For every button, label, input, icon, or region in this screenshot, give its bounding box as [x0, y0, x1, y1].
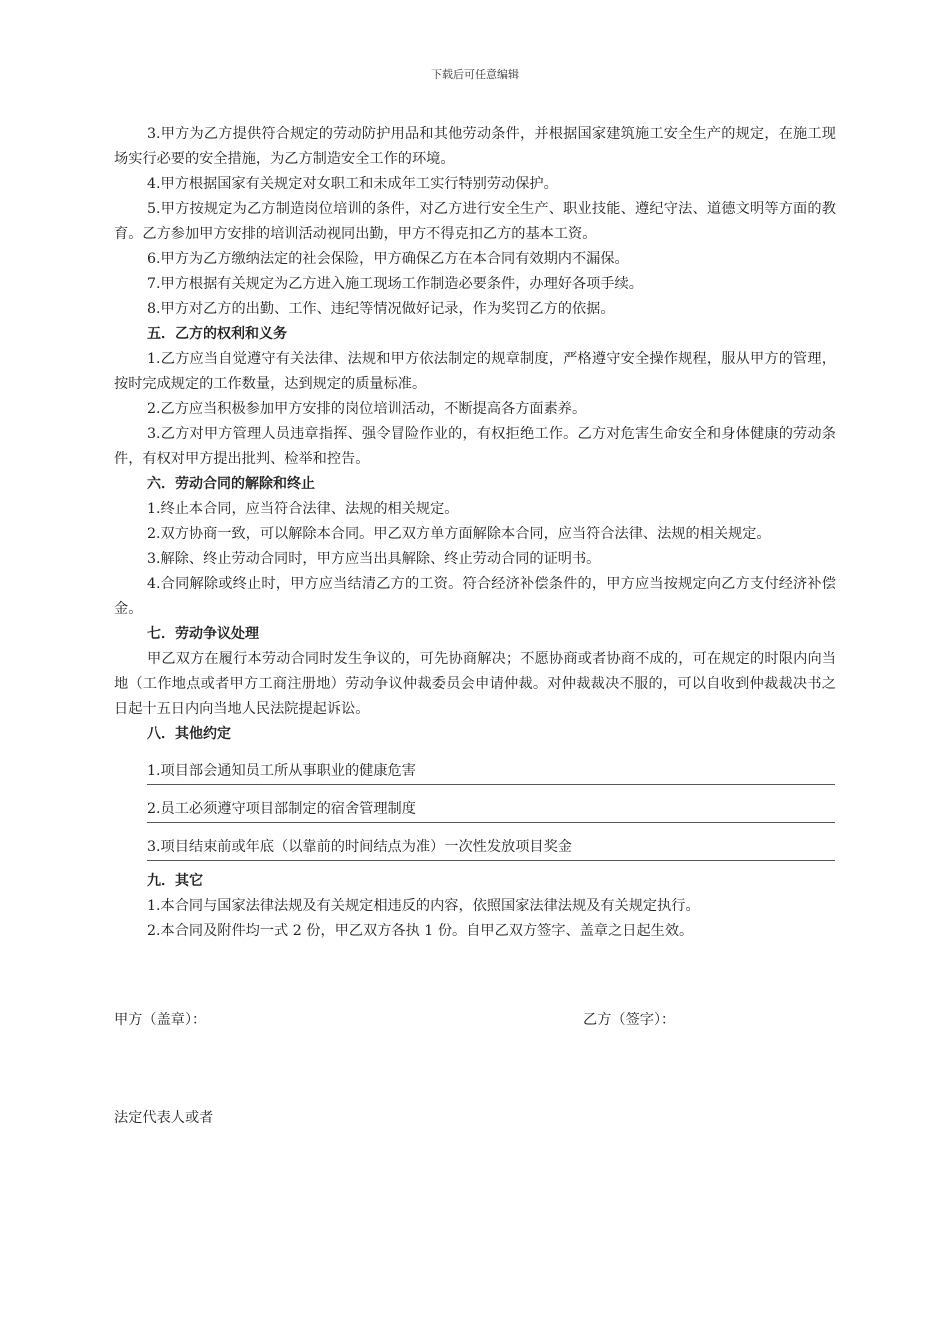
- clause-6-3: 3.解除、终止劳动合同时，甲方应当出具解除、终止劳动合同的证明书。: [147, 551, 601, 567]
- party-b-signature-label: 乙方（签字）：: [583, 1012, 676, 1028]
- section-heading-6: 六．劳动合同的解除和终止: [147, 476, 315, 492]
- legal-representative-label: 法定代表人或者: [114, 1110, 214, 1126]
- clause-4-6: 6.甲方为乙方缴纳法定的社会保险，甲方确保乙方在本合同有效期内不漏保。: [147, 251, 629, 267]
- party-a-signature-label: 甲方（盖章）：: [114, 1012, 207, 1028]
- clause-7: 甲乙双方在履行本劳动合同时发生争议的，可先协商解决；不愿协商或者协商不成的，可在规定的时限内向当地（工作地点或者甲方工商注册地）劳动争议仲裁委员会申请仲裁。对仲裁裁决不服的，可以自收到仲裁裁决书之日起十五日内向当地人民法院提起诉讼。: [114, 651, 836, 717]
- clause-5-2: 2.乙方应当积极参加甲方安排的岗位培训活动，不断提高各方面素养。: [147, 401, 587, 417]
- other-agreement-2: 2.员工必须遵守项目部制定的宿舍管理制度: [147, 796, 835, 823]
- clause-4-5: 5.甲方按规定为乙方制造岗位培训的条件，对乙方进行安全生产、职业技能、遵纪守法、道德文明等方面的教育。乙方参加甲方安排的培训活动视同出勤，甲方不得克扣乙方的基本工资。: [114, 201, 836, 242]
- clause-9-2: 2.本合同及附件均一式 2 份，甲乙双方各执 1 份。自甲乙双方签字、盖章之日起生效。: [147, 923, 694, 939]
- document-body: [114, 122, 836, 944]
- clause-5-3: 3.乙方对甲方管理人员违章指挥、强令冒险作业的，有权拒绝工作。乙方对危害生命安全和身体健康的劳动条件，有权对甲方提出批判、检举和控告。: [114, 426, 836, 467]
- clause-4-8: 8.甲方对乙方的出勤、工作、违纪等情况做好记录，作为奖罚乙方的依据。: [147, 301, 615, 317]
- other-agreement-1: 1.项目部会通知员工所从事职业的健康危害: [147, 758, 835, 785]
- clause-6-4: 4.合同解除或终止时，甲方应当结清乙方的工资。符合经济补偿条件的，甲方应当按规定向乙方支付经济补偿金。: [114, 576, 836, 617]
- clause-9-1: 1.本合同与国家法律法规及有关规定相违反的内容，依照国家法律法规及有关规定执行。: [147, 898, 700, 914]
- clause-4-4: 4.甲方根据国家有关规定对女职工和未成年工实行特别劳动保护。: [147, 176, 558, 192]
- clause-6-1: 1.终止本合同，应当符合法律、法规的相关规定。: [147, 501, 459, 517]
- clause-6-2: 2.双方协商一致，可以解除本合同。甲乙双方单方面解除本合同，应当符合法律、法规的相关规定。: [147, 526, 771, 542]
- clause-4-7: 7.甲方根据有关规定为乙方进入施工现场工作制造必要条件，办理好各项手续。: [147, 276, 643, 292]
- section-heading-8: 八．其他约定: [147, 726, 231, 742]
- clause-4-3: 3.甲方为乙方提供符合规定的劳动防护用品和其他劳动条件，并根据国家建筑施工安全生产的规定，在施工现场实行必要的安全措施，为乙方制造安全工作的环境。: [114, 126, 836, 167]
- section-heading-9: 九．其它: [147, 873, 203, 889]
- section-heading-5: 五．乙方的权利和义务: [147, 326, 287, 342]
- clause-5-1: 1.乙方应当自觉遵守有关法律、法规和甲方依法制定的规章制度，严格遵守安全操作规程，服从甲方的管理，按时完成规定的工作数量，达到规定的质量标准。: [114, 351, 836, 392]
- section-heading-7: 七．劳动争议处理: [147, 626, 259, 642]
- page-header: 下载后可任意编辑: [431, 68, 519, 81]
- other-agreement-3: 3.项目结束前或年底（以靠前的时间结点为准）一次性发放项目奖金: [147, 834, 835, 861]
